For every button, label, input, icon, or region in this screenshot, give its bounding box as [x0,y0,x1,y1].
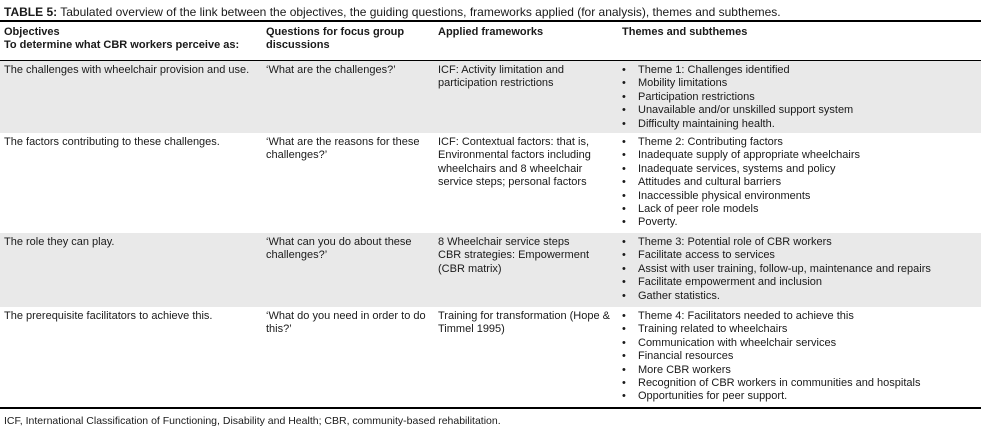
subtheme-item: • Unavailable and/or unskilled support system [622,104,978,117]
table-header [0,26,981,60]
question-cell: ‘What are the challenges?’ [266,64,396,76]
subtheme-item: • Recognition of CBR workers in communities and hospitals [622,377,978,390]
theme-list [622,136,978,230]
theme-list [622,236,978,303]
framework-cell [438,236,613,276]
table-row [0,307,981,407]
subtheme-item: • Communication with wheelchair services [622,337,978,350]
header-frameworks: Applied frameworks [438,26,544,38]
themes-cell [622,64,978,131]
question-cell: ‘What can you do about these challenges?’ [266,236,412,262]
top-rule [0,20,981,22]
subtheme-item: • Lack of peer role models [622,203,978,216]
objective-cell: The role they can play. [4,236,115,248]
subtheme-item: • Poverty. [622,216,978,229]
objective-cell: The challenges with wheelchair provision and use. [4,64,250,76]
themes-cell [622,310,978,404]
framework-line: ICF: Contextual factors: that is, Environmental factors including wheelchairs and 8 wheelchair service steps; personal factors [438,136,591,189]
framework-cell [438,64,613,91]
theme-heading: • Theme 3: Potential role of CBR workers [622,236,978,249]
header-themes: Themes and subthemes [622,26,748,38]
subtheme-item: • Mobility limitations [622,77,978,90]
subtheme-item: • Inaccessible physical environments [622,190,978,203]
subtheme-item: • Inadequate services, systems and policy [622,163,978,176]
subtheme-item: • Training related to wheelchairs [622,323,978,336]
themes-cell [622,236,978,303]
question-cell: ‘What are the reasons for these challenges?’ [266,136,420,162]
header-questions: Questions for focus group discussions [266,26,405,52]
theme-list [622,64,978,131]
table-row [0,133,981,233]
subtheme-item: • Facilitate empowerment and inclusion [622,276,978,289]
table-caption [4,5,978,19]
objective-cell: The factors contributing to these challenges. [4,136,220,148]
subtheme-item: • Financial resources [622,350,978,363]
table-row [0,61,981,133]
framework-line: Training for transformation (Hope & Timmel 1995) [438,310,610,336]
subtheme-item: • More CBR workers [622,364,978,377]
table-row [0,233,981,307]
framework-cell [438,136,613,190]
header-objectives-label: Objectives [4,26,60,38]
header-objectives [4,26,254,53]
framework-cell [438,310,613,337]
subtheme-item: • Attitudes and cultural barriers [622,176,978,189]
subtheme-item: • Opportunities for peer support. [622,390,978,403]
subtheme-item: • Difficulty maintaining health. [622,118,978,131]
subtheme-item: • Inadequate supply of appropriate wheelchairs [622,149,978,162]
caption-text: Tabulated overview of the link between the objectives, the guiding questions, frameworks applied (for analysis), themes and subthemes. [57,5,781,19]
objective-cell: The prerequisite facilitators to achieve this. [4,310,213,322]
subtheme-item: • Gather statistics. [622,290,978,303]
header-objectives-sub: To determine what CBR workers perceive as: [4,39,240,52]
subtheme-item: • Facilitate access to services [622,249,978,262]
theme-list [622,310,978,404]
framework-line: CBR strategies: Empowerment (CBR matrix) [438,249,589,275]
themes-cell [622,136,978,230]
subtheme-item: • Assist with user training, follow-up, maintenance and repairs [622,263,978,276]
framework-line: ICF: Activity limitation and participation restrictions [438,64,564,90]
question-cell: ‘What do you need in order to do this?’ [266,310,426,336]
table-footnote: ICF, International Classification of Functioning, Disability and Health; CBR, community-based rehabilitation. [4,415,501,427]
bottom-rule [0,407,981,409]
theme-heading: • Theme 2: Contributing factors [622,136,978,149]
theme-heading: • Theme 4: Facilitators needed to achieve this [622,310,978,323]
caption-label: TABLE 5: [4,5,58,19]
framework-line: 8 Wheelchair service steps [438,236,570,248]
theme-heading: • Theme 1: Challenges identified [622,64,978,77]
subtheme-item: • Participation restrictions [622,91,978,104]
